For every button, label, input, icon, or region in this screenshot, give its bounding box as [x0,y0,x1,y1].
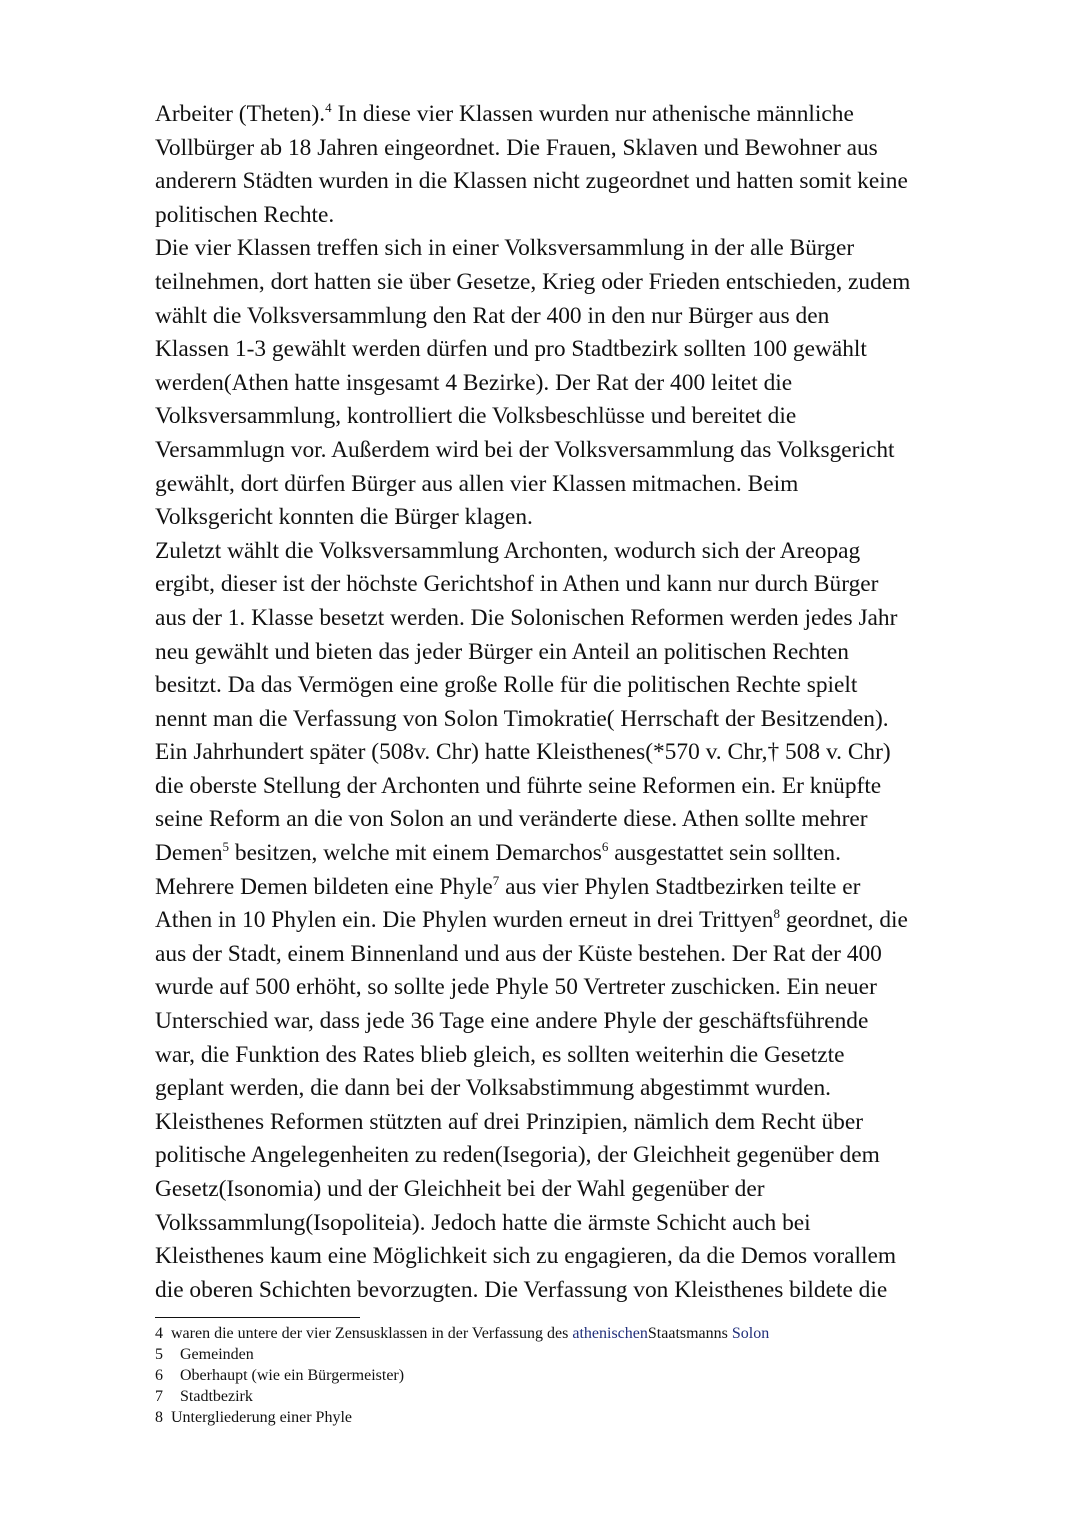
body-line [155,602,985,636]
footnote-text: Staatsmanns [647,1325,732,1343]
footnote-separator [155,1317,360,1318]
text-run: geordnet, die [779,907,908,934]
body-line [155,165,985,199]
body-line [155,770,985,804]
footnote-text: Stadtbezirk [180,1387,253,1405]
footnote-marker: 4 [325,100,332,115]
body-line [155,266,985,300]
body-line [155,300,985,334]
body-line [155,199,985,233]
body-line [155,636,985,670]
body-line [155,1139,985,1173]
text-run: anderern Städten wurden in die Klassen nicht zugeordnet und hatten somit keine [155,168,908,195]
footnote-link[interactable]: athenischen [572,1325,648,1343]
body-line [155,1005,985,1039]
footnotes [155,1324,985,1428]
footnote-marker: 5 [222,839,230,855]
footnote-text: waren die untere der vier Zensusklassen in der Verfassung des [171,1325,573,1343]
text-run: besitzen, welche mit einem Demarchos [229,840,602,867]
body-line [155,1173,985,1207]
text-run: besitzt. Da das Vermögen eine große Rolle für die politischen Rechte spielt [155,672,858,699]
body-line [155,434,985,468]
text-run: Volksversammlung, kontrolliert die Volksbeschlüsse und bereitet die [155,403,797,430]
footnote-text: Gemeinden [180,1346,254,1364]
footnote-number: 6 [155,1366,163,1384]
text-run: Vollbürger ab 18 Jahren eingeordnet. Die Frauen, Sklaven und Bewohner aus [155,134,878,161]
text-run: war, die Funktion des Rates blieb gleich, es sollten weiterhin die Gesetzte [155,1041,845,1068]
text-run: nennt man die Verfassung von Solon Timokratie( Herrschaft der Besitzenden). [155,705,889,732]
footnote-marker: 6 [601,839,609,855]
text-run: Demen [155,840,223,867]
text-run: die oberste Stellung der Archonten und führte seine Reformen ein. Er knüpfte [155,772,882,799]
text-run: Die vier Klassen treffen sich in einer Volksversammlung in der alle Bürger [155,235,855,262]
body-line [155,871,985,905]
text-run: Mehrere Demen bildeten eine Phyle [155,873,493,900]
footnote-number: 7 [155,1387,163,1405]
text-run: wählt die Volksversammlung den Rat der 400 in den nur Bürger aus den [155,302,830,329]
text-run: werden(Athen hatte insgesamt 4 Bezirke). Der Rat der 400 leitet die [155,369,793,396]
text-run: aus der 1. Klasse besetzt werden. Die Solonischen Reformen werden jedes Jahr [155,604,898,631]
footnote-item [155,1387,985,1408]
body-line [155,669,985,703]
footnote-text: Untergliederung einer Phyle [171,1408,352,1426]
body-text [155,98,985,1307]
body-line [155,938,985,972]
footnote-text: Oberhaupt (wie ein Bürgermeister) [180,1366,405,1384]
text-run: Volkssammlung(Isopoliteia). Jedoch hatte die ärmste Schicht auch bei [155,1209,811,1236]
body-line [155,333,985,367]
text-run: Arbeiter (Theten). [155,101,326,127]
text-run: Kleisthenes kaum eine Möglichkeit sich zu engagieren, da die Demos vorallem [155,1243,897,1270]
body-line [155,1106,985,1140]
body-line [155,736,985,770]
text-run: Zuletzt wählt die Volksversammlung Archonten, wodurch sich der Areopag [155,537,861,564]
footnote-number: 4 [155,1325,163,1343]
body-line [155,1274,985,1308]
body-line [155,703,985,737]
text-run: ausgestattet sein sollten. [608,840,841,867]
body-line [155,568,985,602]
body-line [155,803,985,837]
text-run: teilnehmen, dort hatten sie über Gesetze, Krieg oder Frieden entschieden, zudem [155,268,911,295]
footnote-item [155,1366,985,1387]
text-run: geplant werden, die dann bei der Volksabstimmung abgestimmt wurden. [155,1075,832,1102]
text-run: seine Reform an die von Solon an und veränderte diese. Athen sollte mehrer [155,806,868,833]
body-line [155,837,985,871]
body-line [155,535,985,569]
body-line [155,132,985,166]
text-run: Versammlugn vor. Außerdem wird bei der Volksversammlung das Volksgericht [155,436,895,463]
footnote-marker: 8 [773,906,780,922]
footnote-link[interactable]: Solon [731,1325,770,1343]
body-line [155,98,985,132]
footnote-number: 5 [155,1346,163,1364]
text-run: politische Angelegenheiten zu reden(Isegoria), der Gleichheit gegenüber dem [155,1142,880,1169]
text-run: neu gewählt und bieten das jeder Bürger ein Anteil an politischen Rechten [155,638,849,665]
body-line [155,1207,985,1241]
body-line [155,367,985,401]
text-run: Klassen 1-3 gewählt werden dürfen und pro Stadtbezirk sollten 100 gewählt [155,336,867,363]
body-line [155,232,985,266]
text-run: aus der Stadt, einem Binnenland und aus der Küste bestehen. Der Rat der 400 [155,940,882,967]
footnote-item [155,1408,985,1429]
text-run: Unterschied war, dass jede 36 Tage eine andere Phyle der geschäftsführende [155,1008,869,1035]
body-line [155,904,985,938]
footnote-item [155,1324,985,1345]
text-run: ergibt, dieser ist der höchste Gerichtshof in Athen und kann nur durch Bürger [155,571,879,598]
text-run: gewählt, dort dürfen Bürger aus allen vier Klassen mitmachen. Beim [155,470,799,497]
document-page [155,98,985,1428]
body-line [155,468,985,502]
text-run: die oberen Schichten bevorzugten. Die Verfassung von Kleisthenes bildete die [155,1276,888,1303]
text-run: Kleisthenes Reformen stützten auf drei Prinzipien, nämlich dem Recht über [155,1108,864,1135]
body-line [155,400,985,434]
text-run: In diese vier Klassen wurden nur athenische männliche [331,101,854,127]
text-run: Volksgericht konnten die Bürger klagen. [155,504,533,531]
text-run: Athen in 10 Phylen ein. Die Phylen wurden erneut in drei Trittyen [155,907,774,934]
footnote-number: 8 [155,1408,163,1426]
body-line [155,1039,985,1073]
text-run: Gesetz(Isonomia) und der Gleichheit bei der Wahl gegenüber der [155,1176,765,1202]
footnote-item [155,1345,985,1366]
body-line [155,1240,985,1274]
body-line [155,501,985,535]
body-line [155,1072,985,1106]
text-run: aus vier Phylen Stadtbezirken teilte er [499,873,861,900]
text-run: wurde auf 500 erhöht, so sollte jede Phyle 50 Vertreter zuschicken. Ein neuer [155,974,877,1001]
text-run: Ein Jahrhundert später (508v. Chr) hatte Kleisthenes(*570 v. Chr,† 508 v. Chr) [155,739,891,766]
text-run: politischen Rechte. [155,201,335,228]
body-line [155,971,985,1005]
footnote-marker: 7 [492,872,500,888]
